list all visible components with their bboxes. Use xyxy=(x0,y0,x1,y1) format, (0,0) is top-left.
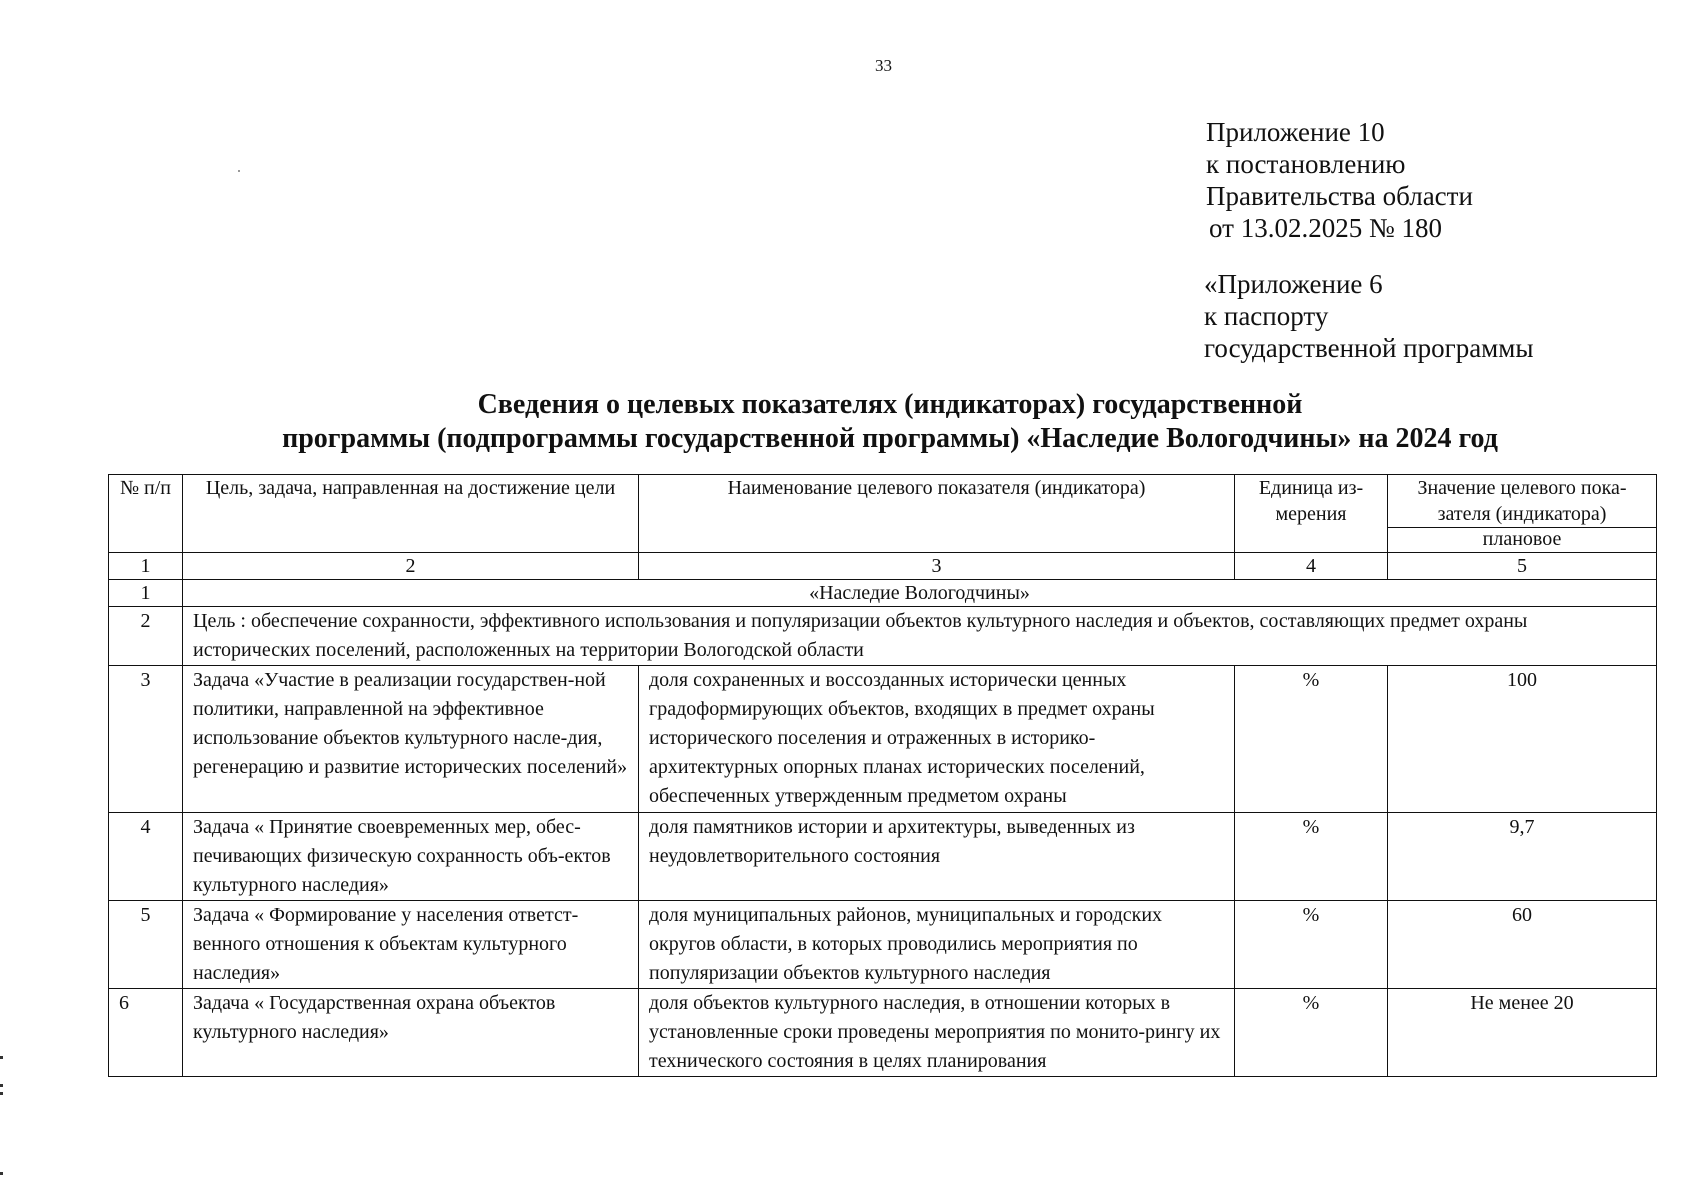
value-cell: 9,7 xyxy=(1388,813,1657,901)
indicator-cell: доля объектов культурного наследия, в отношении которых в установленные сроки проведены мероприятия по монито-рингу их технического состояния в целях планирования xyxy=(639,989,1235,1077)
row-number: 6 xyxy=(109,989,183,1077)
appendix-10-line: Правительства области xyxy=(1206,181,1473,211)
header-num: № п/п xyxy=(109,475,183,553)
column-number: 2 xyxy=(183,553,639,580)
task-cell: Задача «Участие в реализации государствен-ной политики, направленной на эффективное использование объектов культурного насле-дия, регенерацию и развитие исторических поселений» xyxy=(183,666,639,813)
table-row xyxy=(109,901,1657,989)
column-number-row xyxy=(109,553,1657,580)
indicator-cell: доля памятников истории и архитектуры, выведенных из неудовлетворительного состояния xyxy=(639,813,1235,901)
header-indicator: Наименование целевого показателя (индикатора) xyxy=(639,475,1235,553)
title-line-2: программы (подпрограммы государственной программы) «Наследие Вологодчины» на 2024 год xyxy=(282,423,1498,454)
task-cell: Задача « Принятие своевременных мер, обес-печивающих физическую сохранность объ-ектов культурного наследия» xyxy=(183,813,639,901)
header-value: Значение целевого пока-зателя (индикатора) xyxy=(1388,475,1657,528)
scan-artifact xyxy=(0,1092,3,1095)
scan-artifact xyxy=(0,1056,3,1059)
program-row xyxy=(109,580,1657,607)
unit-cell: % xyxy=(1235,901,1388,989)
column-number: 1 xyxy=(109,553,183,580)
header-goal: Цель, задача, направленная на достижение цели xyxy=(183,475,639,553)
scan-artifact xyxy=(0,1172,3,1175)
indicator-cell: доля сохраненных и воссозданных исторически ценных градоформирующих объектов, входящих в предмет охраны исторического поселения и отраженных в историко-архитектурных опорных планах исторических поселений, обеспеченных утвержденным предметом охраны xyxy=(639,666,1235,813)
appendix-6-line: к паспорту xyxy=(1204,301,1329,331)
header-unit: Единица из-мерения xyxy=(1235,475,1388,553)
appendix-6-line: государственной программы xyxy=(1204,333,1534,363)
document-title xyxy=(150,388,1630,456)
row-number: 1 xyxy=(109,580,183,607)
goal-text: Цель : обеспечение сохранности, эффективного использования и популяризации объектов культурного наследия и объектов, составляющих предмет охраны исторических поселений, расположенных на территории Вологодской области xyxy=(183,607,1657,666)
value-cell: Не менее 20 xyxy=(1388,989,1657,1077)
row-number: 4 xyxy=(109,813,183,901)
unit-cell: % xyxy=(1235,666,1388,813)
row-number: 3 xyxy=(109,666,183,813)
header-planned: плановое xyxy=(1388,528,1657,553)
scan-artifact xyxy=(0,1084,3,1087)
appendix-6-line: «Приложение 6 xyxy=(1204,269,1383,299)
title-line-1: Сведения о целевых показателях (индикаторах) государственной xyxy=(477,389,1303,420)
indicator-cell: доля муниципальных районов, муниципальных и городских округов области, в которых проводились мероприятия по популяризации объектов культурного наследия xyxy=(639,901,1235,989)
column-number: 3 xyxy=(639,553,1235,580)
appendix-10-block xyxy=(1206,116,1473,244)
scan-artifact xyxy=(238,170,240,172)
value-cell: 100 xyxy=(1388,666,1657,813)
table-row xyxy=(109,813,1657,901)
appendix-10-line: Приложение 10 xyxy=(1206,117,1385,147)
goal-row xyxy=(109,607,1657,666)
unit-cell: % xyxy=(1235,989,1388,1077)
row-number: 2 xyxy=(109,607,183,666)
appendix-10-line: к постановлению xyxy=(1206,149,1406,179)
table-row xyxy=(109,989,1657,1077)
column-number: 4 xyxy=(1235,553,1388,580)
program-name: «Наследие Вологодчины» xyxy=(183,580,1657,607)
unit-cell: % xyxy=(1235,813,1388,901)
appendix-6-block xyxy=(1204,268,1534,364)
appendix-10-line: от 13.02.2025 № 180 xyxy=(1209,213,1442,243)
indicators-table xyxy=(108,474,1657,1077)
row-number: 5 xyxy=(109,901,183,989)
value-cell: 60 xyxy=(1388,901,1657,989)
table-header-row xyxy=(109,475,1657,528)
task-cell: Задача « Государственная охрана объектов культурного наследия» xyxy=(183,989,639,1077)
task-cell: Задача « Формирование у населения ответст-венного отношения к объектам культурного наследия» xyxy=(183,901,639,989)
column-number: 5 xyxy=(1388,553,1657,580)
page-number: 33 xyxy=(875,56,892,75)
table-row xyxy=(109,666,1657,813)
